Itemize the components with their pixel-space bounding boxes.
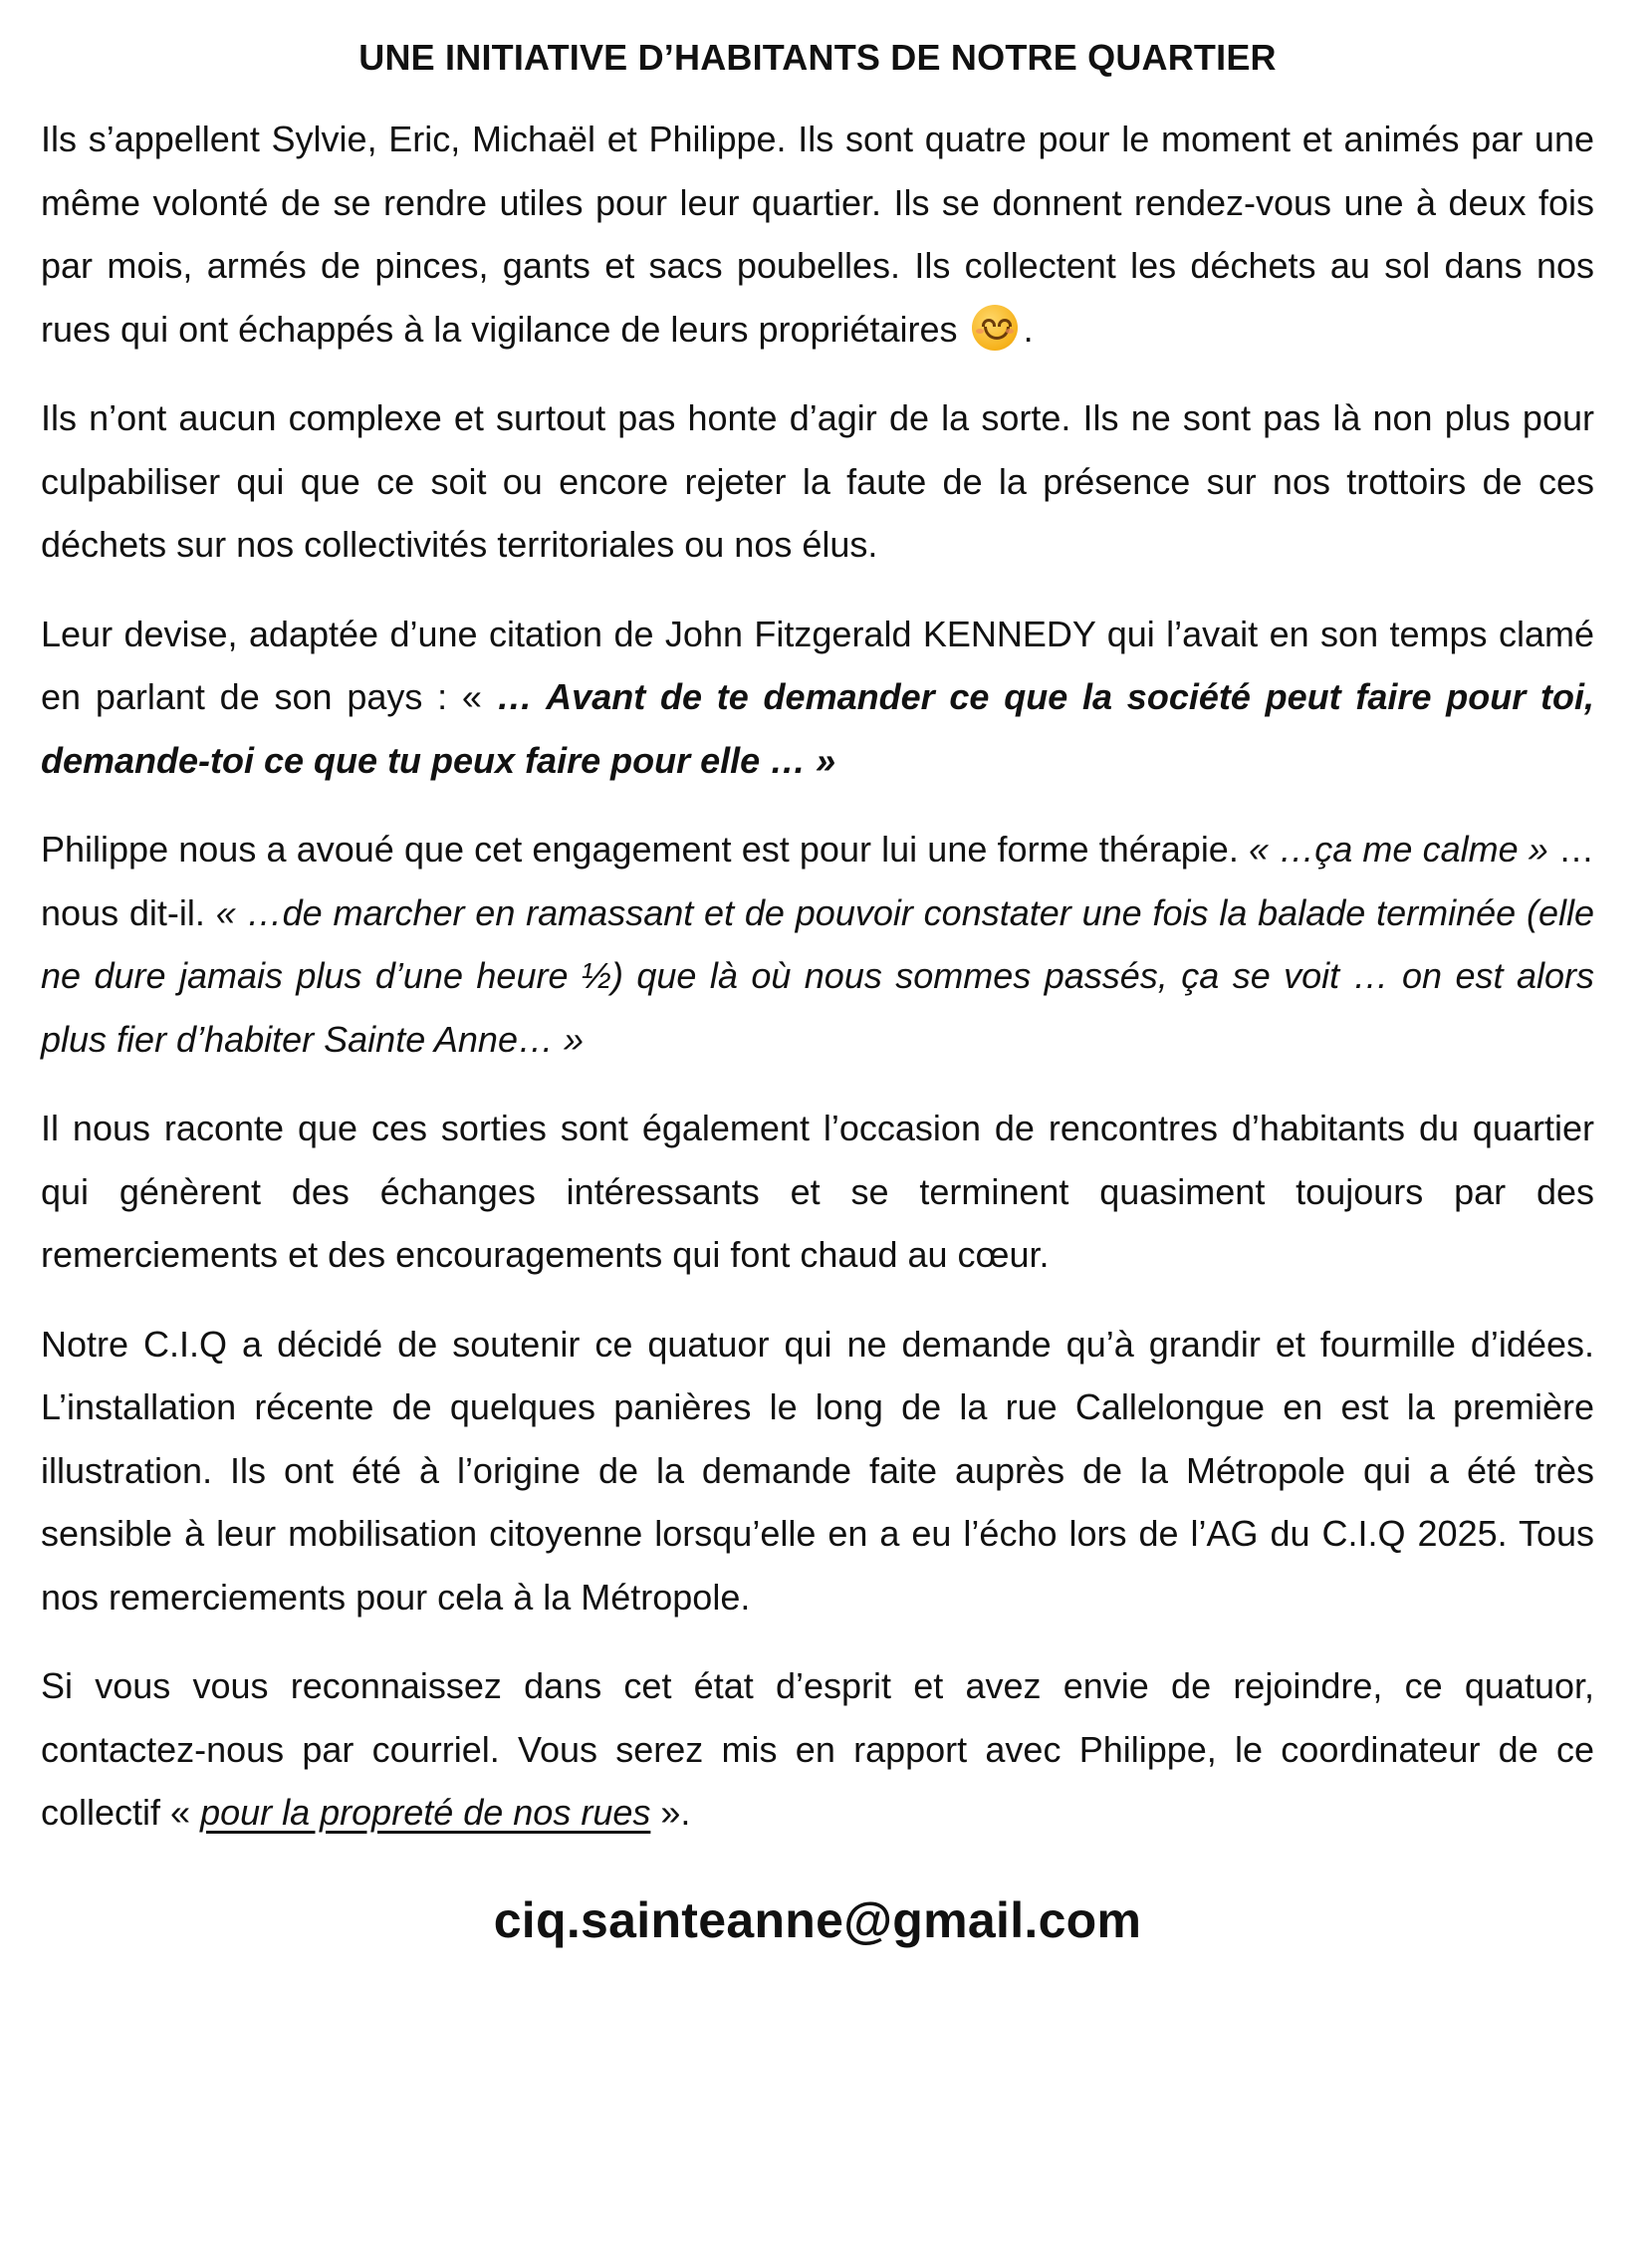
philippe-quote-2: « …de marcher en ramassant et de pouvoir constater une fois la balade terminée (elle ne dure jamais plus d’une heure ½) que là où nous sommes passés, ça se voit … on est alors plus fier d’habiter Sainte Anne… » <box>41 891 1595 1060</box>
paragraph-intro-text: Ils s’appellent Sylvie, Eric, Michaël et Philippe. Ils sont quatre pour le moment et animés par une même volonté de se rendre utiles pour leur quartier. Ils se donnent rendez-vous une à deux fois par mois, armés de pinces, gants et sacs poubelles. Ils collectent les déchets au sol dans nos rues qui ont échappés à la vigilance de leurs propriétaires <box>41 119 1594 350</box>
philippe-quote-1: « …ça me calme » <box>1249 829 1548 870</box>
paragraph-motto-text: Leur devise, adaptée d’une citation de John Fitzgerald KENNEDY qui l’avait en son temps clamé en parlant de son pays : « <box>41 613 1594 717</box>
document-page <box>41 30 1594 1950</box>
paragraph-intro <box>41 108 1594 361</box>
paragraph-therapy <box>41 818 1594 1071</box>
paragraph-encounters: Il nous raconte que ces sorties sont également l’occasion de rencontres d’habitants du quartier qui génèrent des échanges intéressants et se terminent quasiment toujours par des remerciements et des encouragements qui font chaud au cœur. <box>41 1108 1594 1275</box>
contact-email[interactable]: ciq.sainteanne@gmail.com <box>493 1891 1142 1948</box>
smiling-face-icon <box>972 305 1018 351</box>
paragraph-join <box>41 1654 1594 1845</box>
document-title: UNE INITIATIVE D’HABITANTS DE NOTRE QUARTIER <box>358 37 1277 78</box>
paragraph-intro-end: . <box>1023 308 1034 350</box>
kennedy-quote: … Avant de te demander ce que la société peut faire pour toi, demande-toi ce que tu peux faire pour elle … » <box>41 676 1594 781</box>
paragraph-support: Notre C.I.Q a décidé de soutenir ce quatuor qui ne demande qu’à grandir et fourmille d’idées. L’installation récente de quelques panières le long de la rue Callelongue en est la première illustration. Ils ont été à l’origine de la demande faite auprès de la Métropole qui a été très sensible à leur mobilisation citoyenne lorsqu’elle en a eu l’écho lors de l’AG du C.I.Q 2025. Tous nos remerciements pour cela à la Métropole. <box>41 1323 1594 1618</box>
paragraph-join-end: ». <box>650 1792 691 1833</box>
paragraph-motto <box>41 603 1594 793</box>
paragraph-join-text: Si vous vous reconnaissez dans cet état d’esprit et avez envie de rejoindre, ce quatuor, contactez-nous par courriel. Vous serez mis en rapport avec Philippe, le coordinateur de ce collectif « <box>41 1665 1594 1833</box>
paragraph-attitude: Ils n’ont aucun complexe et surtout pas honte d’agir de la sorte. Ils ne sont pas là non plus pour culpabiliser qui que ce soit ou encore rejeter la faute de la présence sur nos trottoirs de ces déchets sur nos collectivités territoriales ou nos élus. <box>41 397 1594 565</box>
paragraph-therapy-text1: Philippe nous a avoué que cet engagement est pour lui une forme thérapie. <box>41 829 1250 870</box>
paragraph-therapy-text2: … nous dit-il. <box>41 829 1594 933</box>
collective-name: pour la propreté de nos rues <box>200 1792 651 1833</box>
